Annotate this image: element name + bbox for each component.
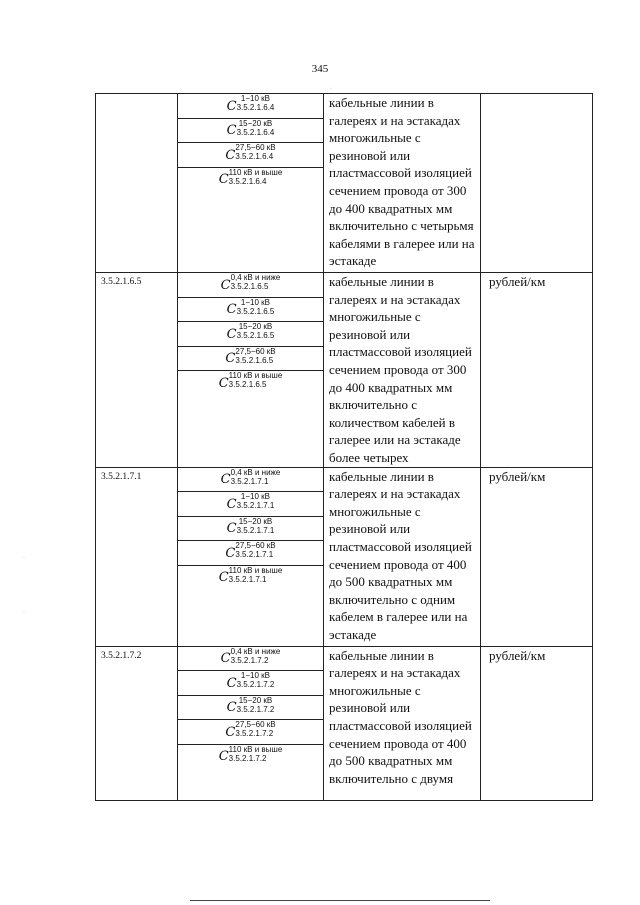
item-code (96, 94, 178, 273)
rate-formula (178, 671, 323, 696)
item-description: кабельные линии в галереях и на эстакадах многожильные с резиновой или пластмассовой изоляцией сечением провода от 300 до 400 квадратных мм включительно с количеством кабелей в галерее или на эстакаде более четырех (324, 273, 481, 468)
rate-symbol: C (225, 351, 236, 367)
rate-symbol: C (218, 749, 229, 765)
voltage-class: 1−10 кВ (240, 94, 270, 104)
rate-symbol: C (220, 651, 231, 667)
voltage-class: 15−20 кВ (238, 118, 273, 128)
rate-index: 3.5.2.1.7.2 (236, 680, 275, 690)
voltage-class: 0,4 кВ и ниже (230, 467, 281, 477)
rate-formula (178, 298, 323, 323)
item-description: кабельные линии в галереях и на эстакадах многожильные с резиновой или пластмассовой изоляцией сечением провода от 400 до 500 квадратных мм включительно с двумя (324, 646, 481, 800)
rate-index: 3.5.2.1.6.5 (228, 380, 267, 390)
rate-index: 3.5.2.1.7.1 (228, 574, 267, 584)
rate-symbol: C (220, 277, 231, 293)
voltage-class: 0,4 кВ и ниже (230, 273, 281, 283)
page-number: 345 (311, 63, 329, 75)
rate-symbols (178, 646, 324, 800)
item-code: 3.5.2.1.7.1 (96, 467, 178, 646)
voltage-class: 110 кВ и выше (228, 744, 283, 754)
voltage-class: 15−20 кВ (238, 516, 273, 526)
rate-symbol: C (225, 545, 236, 561)
rate-symbol: C (218, 570, 229, 586)
rate-symbol: C (218, 172, 229, 188)
rate-symbol: C (218, 375, 229, 391)
rate-index: 3.5.2.1.7.1 (235, 550, 274, 560)
rate-formula (178, 94, 323, 119)
rate-formula (178, 745, 323, 770)
table-row (96, 94, 593, 273)
rate-formula (178, 566, 323, 591)
voltage-class: 27,5−60 кВ (235, 346, 276, 356)
rate-symbol: C (226, 302, 237, 318)
table-row (96, 467, 593, 646)
rate-index: 3.5.2.1.6.5 (230, 282, 269, 292)
rate-index: 3.5.2.1.6.4 (236, 103, 275, 113)
item-code: 3.5.2.1.7.2 (96, 646, 178, 800)
scan-mark: · (330, 86, 332, 92)
voltage-class: 110 кВ и выше (228, 167, 283, 177)
scan-mark: · (23, 555, 25, 561)
rate-formula (178, 273, 323, 298)
rate-symbol: C (226, 700, 237, 716)
voltage-class: 1−10 кВ (240, 671, 270, 681)
rate-symbol: C (225, 147, 236, 163)
rate-formula (178, 492, 323, 517)
page-bottom-rule (190, 900, 490, 901)
rate-formula (178, 468, 323, 493)
unit-of-measure: рублей/км (481, 646, 593, 800)
voltage-class: 1−10 кВ (240, 492, 270, 502)
voltage-class: 15−20 кВ (238, 695, 273, 705)
table-row (96, 273, 593, 468)
voltage-class: 110 кВ и выше (228, 371, 283, 381)
rate-index: 3.5.2.1.6.4 (235, 152, 274, 162)
rate-symbol: C (226, 675, 237, 691)
rate-index: 3.5.2.1.6.5 (235, 355, 274, 365)
rate-index: 3.5.2.1.7.1 (236, 501, 275, 511)
tariff-table (95, 93, 593, 801)
rate-index: 3.5.2.1.7.2 (230, 655, 269, 665)
voltage-class: 15−20 кВ (238, 322, 273, 332)
voltage-class: 27,5−60 кВ (235, 143, 276, 153)
item-description: кабельные линии в галереях и на эстакадах многожильные с резиновой или пластмассовой изоляцией сечением провода от 400 до 500 квадратных мм включительно с одним кабелем в галерее или на эстакаде (324, 467, 481, 646)
unit-of-measure (481, 94, 593, 273)
rate-index: 3.5.2.1.7.2 (236, 704, 275, 714)
rate-formula (178, 322, 323, 347)
rate-index: 3.5.2.1.7.1 (236, 525, 275, 535)
rate-symbols (178, 273, 324, 468)
rate-formula (178, 541, 323, 566)
rate-symbol: C (226, 521, 237, 537)
rate-index: 3.5.2.1.6.5 (236, 331, 275, 341)
rate-index: 3.5.2.1.7.2 (228, 753, 267, 763)
rate-formula (178, 143, 323, 168)
rate-symbol: C (226, 326, 237, 342)
rate-formula (178, 168, 323, 193)
rate-symbols (178, 94, 324, 273)
voltage-class: 110 кВ и выше (228, 565, 283, 575)
rate-symbol: C (225, 724, 236, 740)
rate-index: 3.5.2.1.7.2 (235, 729, 274, 739)
rate-formula (178, 647, 323, 672)
voltage-class: 1−10 кВ (240, 297, 270, 307)
unit-of-measure: рублей/км (481, 273, 593, 468)
voltage-class: 27,5−60 кВ (235, 541, 276, 551)
rate-index: 3.5.2.1.6.4 (228, 176, 267, 186)
table-row (96, 646, 593, 800)
rate-formula (178, 347, 323, 372)
rate-index: 3.5.2.1.6.5 (236, 306, 275, 316)
rate-formula (178, 696, 323, 721)
unit-of-measure: рублей/км (481, 467, 593, 646)
rate-formula (178, 720, 323, 745)
rate-symbol: C (226, 98, 237, 114)
rate-index: 3.5.2.1.6.4 (236, 127, 275, 137)
rate-index: 3.5.2.1.7.1 (230, 476, 269, 486)
item-code: 3.5.2.1.6.5 (96, 273, 178, 468)
rate-formula (178, 119, 323, 144)
item-description: кабельные линии в галереях и на эстакадах многожильные с резиновой или пластмассовой изоляцией сечением провода от 300 до 400 квадратных мм включительно с четырьмя кабелями в галерее или на эстакаде (324, 94, 481, 273)
rate-symbol: C (226, 123, 237, 139)
voltage-class: 27,5−60 кВ (235, 720, 276, 730)
rate-symbol: C (220, 472, 231, 488)
rate-symbol: C (226, 496, 237, 512)
rate-symbols (178, 467, 324, 646)
scan-mark: · (23, 610, 25, 616)
rate-formula (178, 371, 323, 396)
voltage-class: 0,4 кВ и ниже (230, 646, 281, 656)
rate-formula (178, 517, 323, 542)
